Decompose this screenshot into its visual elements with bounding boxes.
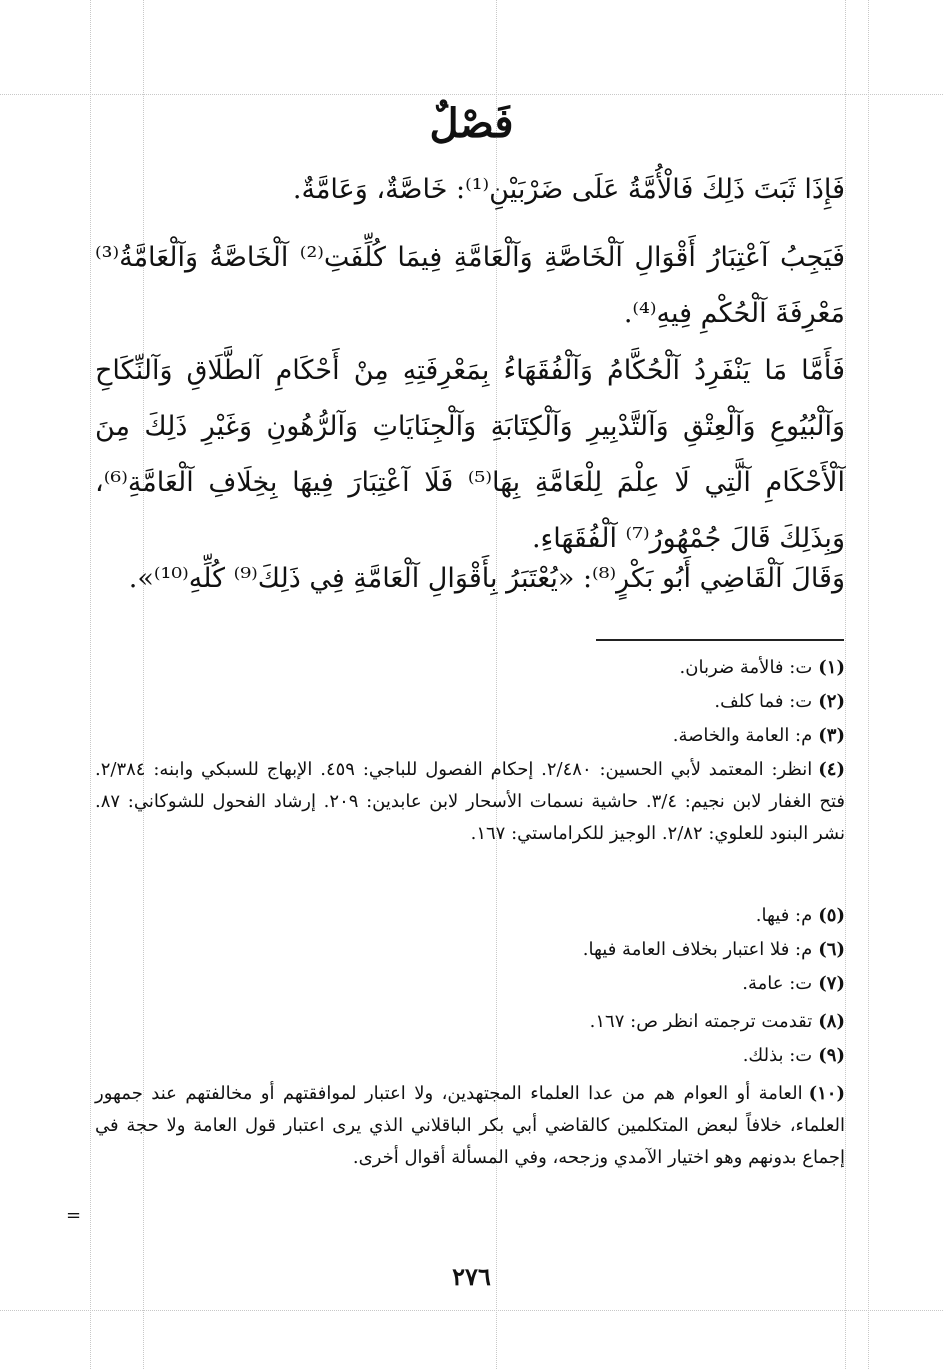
footnote-number: (٥) <box>818 905 845 926</box>
footnote-1 <box>95 652 845 684</box>
body-paragraph-4: وَقَالَ آلْقَاضِي أَبُو بَكْرٍ⁽⁸⁾: «يُعْتَبَرُ بِأَقْوَالِ آلْعَامَّةِ فِي ذَلِكَ⁽⁹⁾ كُلِّهِ⁽¹⁰⁾». <box>128 563 845 594</box>
footnote-3 <box>95 720 845 752</box>
footnote-8 <box>95 1006 845 1038</box>
footnote-text: انظر: المعتمد لأبي الحسين: ٢/٤٨٠. إحكام الفصول للباجي: ٤٥٩. الإبهاج للسبكي وابنه: ٢/٣٨٤. فتح الغفار لابن نجيم: ٣/٤. حاشية نسمات الأسحار لابن عابدين: ٢٠٩. إرشاد الفحول للشوكاني: ٨٧. نشر البنود للعلوي: ٢/٨٢. الوجيز للكراماستي: ١٦٧. <box>95 759 846 844</box>
footnote-number: (٨) <box>818 1011 845 1032</box>
footnote-text: م: العامة والخاصة. <box>672 725 813 746</box>
footnote-text: ت: فالأمة ضربان. <box>679 657 813 678</box>
scan-guide-line <box>868 0 869 1369</box>
footnote-10 <box>95 1078 845 1174</box>
scan-guide-line <box>0 94 943 95</box>
footnote-number: (٢) <box>818 691 845 712</box>
footnote-5 <box>95 900 845 932</box>
footnote-number: (٦) <box>818 939 845 960</box>
footnote-number: (٤) <box>818 759 845 780</box>
page-number: ٢٧٦ <box>452 1262 491 1291</box>
body-paragraph-1: فَإِذَا ثَبَتَ ذَلِكَ فَالْأُمَّةُ عَلَى ضَرْبَيْنِ⁽¹⁾: خَاصَّةٌ، وَعَامَّةٌ. <box>292 174 845 205</box>
footnote-text: م: فلا اعتبار بخلاف العامة فيها. <box>582 939 813 960</box>
scan-guide-line <box>90 0 91 1369</box>
footnote-6 <box>95 934 845 966</box>
footnote-number: (٧) <box>818 973 845 994</box>
footnote-text: العامة أو العوام هم من عدا العلماء المجتهدين، ولا اعتبار لموافقتهم أو مخالفتهم عند جمهور العلماء، خلافاً لبعض المتكلمين كالقاضي أبي بكر الباقلاني الذي يرى اعتبار قول العامة ولا حجة في إجماع بدونهم وهو اختيار الآمدي وزجحه، وفي المسألة أقوال أخرى. <box>95 1083 845 1168</box>
footnote-9 <box>95 1040 845 1072</box>
footnote-text: م: فيها. <box>755 905 813 926</box>
body-paragraph-2: فَيَجِبُ آعْتِبَارُ أَقْوَالِ آلْخَاصَّةِ وَآلْعَامَّةِ فِيمَا كُلِّفَتِ⁽²⁾ آلْخَاصَّةُ وَآلْعَامَّةُ⁽³⁾ مَعْرِفَةَ آلْحُكْمِ فِيهِ⁽⁴⁾. <box>95 242 845 329</box>
footnote-7 <box>95 968 845 1000</box>
continuation-mark: = <box>66 1205 82 1226</box>
footnote-text: ت: فما كلف. <box>714 691 813 712</box>
footnote-number: (١) <box>818 657 845 678</box>
footnote-separator <box>596 639 844 641</box>
footnote-text: ت: بذلك. <box>742 1045 813 1066</box>
footnote-number: (١٠) <box>808 1083 845 1104</box>
body-paragraph-3: فَأَمَّا مَا يَنْفَرِدُ آلْحُكَّامُ وَآلْفُقَهَاءُ بِمَعْرِفَتِهِ مِنْ أَحْكَامِ آلطَّلَاقِ وَآلنِّكَاحِ وَآلْبُيُوعِ وَآلْعِتْقِ وَآلتَّدْبِيرِ وَآلْكِتَابَةِ وَآلْجِنَايَاتِ وَآلرُّهُونِ وَغَيْرِ ذَلِكَ مِنَ آلْأَحْكَامِ آلَّتِي لَا عِلْمَ لِلْعَامَّةِ بِهَا⁽⁵⁾ فَلَا آعْتِبَارَ فِيهَا بِخِلَافِ آلْعَامَّةِ⁽⁶⁾، وَبِذَلِكَ قَالَ جُمْهُورُ⁽⁷⁾ آلْفُقَهَاءِ. <box>95 355 845 554</box>
footnote-number: (٩) <box>818 1045 845 1066</box>
footnote-4 <box>95 754 845 850</box>
scan-guide-line <box>845 0 846 1369</box>
footnote-number: (٣) <box>818 725 845 746</box>
footnote-text: ت: عامة. <box>742 973 813 994</box>
section-title: فَصْلٌ <box>429 100 514 147</box>
footnote-text: تقدمت ترجمته انظر ص: ١٦٧. <box>589 1011 813 1032</box>
scan-guide-line <box>0 1310 943 1311</box>
footnote-2 <box>95 686 845 718</box>
